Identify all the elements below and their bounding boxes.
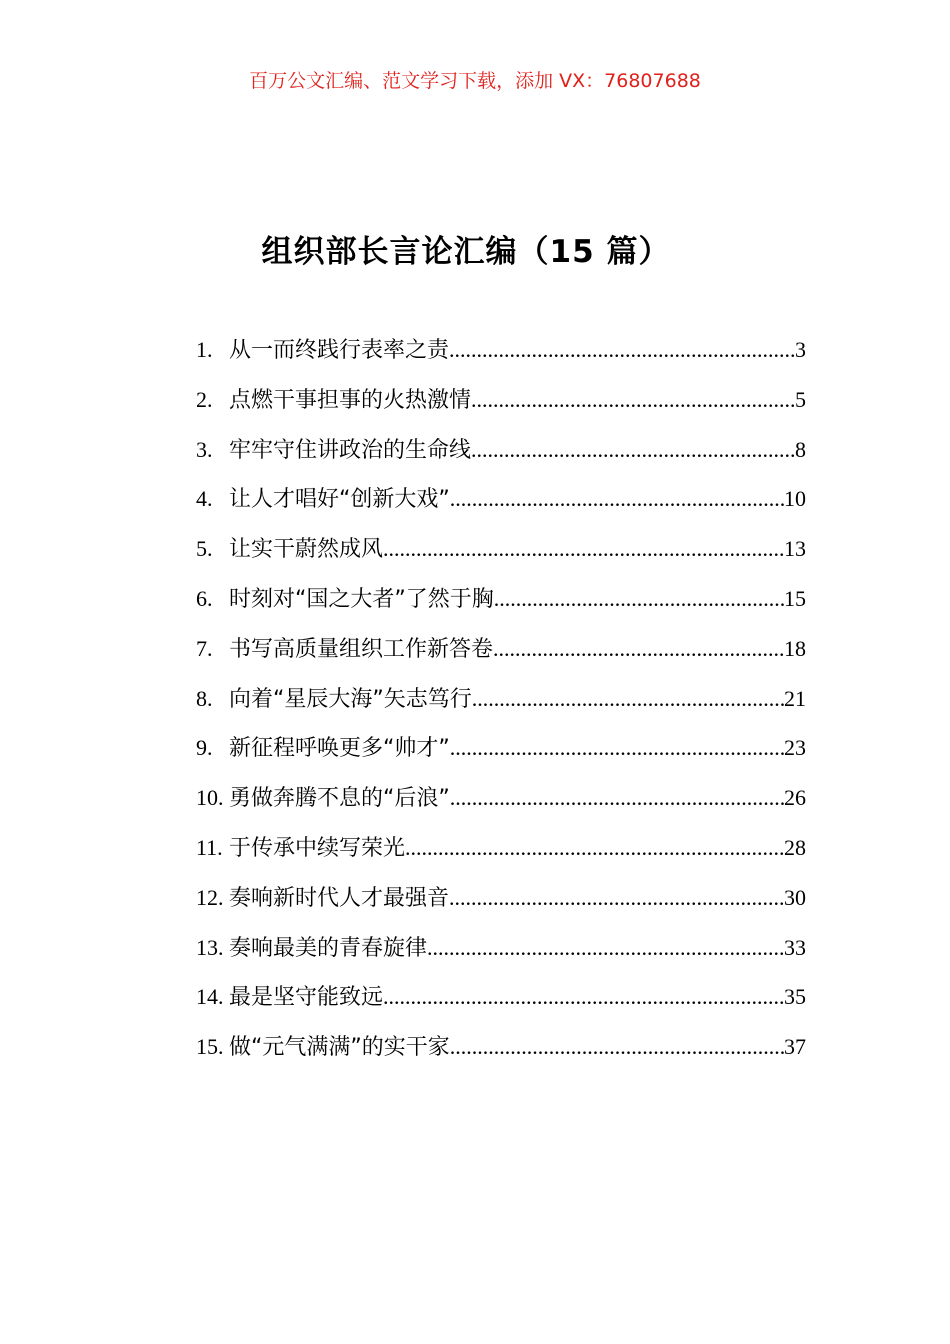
toc-entry[interactable] (196, 831, 806, 881)
toc-entry[interactable] (196, 482, 806, 532)
toc-entry-title: 时刻对“国之大者”了然于胸 (229, 586, 494, 612)
toc-dot-leader (405, 835, 784, 861)
toc-entry-title: 奏响新时代人才最强音 (229, 885, 450, 911)
toc-entry-page-number: 3 (795, 337, 806, 362)
toc-entry-number: 11. (196, 834, 223, 860)
toc-entry-title: 勇做奔腾不息的“后浪” (229, 786, 450, 812)
toc-entry[interactable] (196, 582, 806, 632)
toc-entry-number: 8. (196, 685, 213, 711)
toc-entry-number: 10. (196, 785, 224, 811)
toc-dot-leader (449, 885, 784, 911)
toc-entry-title: 让人才唱好“创新大戏” (229, 487, 450, 513)
toc-entry-number: 13. (196, 934, 224, 960)
toc-entry[interactable] (196, 682, 806, 732)
toc-dot-leader (450, 1034, 784, 1060)
toc-dot-leader (471, 437, 795, 463)
toc-entry-number: 3. (196, 436, 213, 462)
toc-entry-number: 2. (196, 386, 213, 412)
toc-entry[interactable] (196, 881, 806, 931)
document-title: 组织部长言论汇编（15 篇） (261, 234, 671, 270)
toc-entry-page-number: 15 (784, 585, 806, 611)
toc-entry-title: 最是坚守能致远 (229, 985, 384, 1011)
toc-entry[interactable] (196, 333, 806, 383)
toc-entry[interactable] (196, 1030, 806, 1080)
toc-entry-page-number: 26 (784, 785, 806, 811)
toc-entry-title: 牢牢守住讲政治的生命线 (229, 437, 472, 463)
toc-entry-title: 让实干蔚然成风 (229, 537, 384, 563)
toc-entry[interactable] (196, 980, 806, 1030)
toc-entry-number: 6. (196, 585, 213, 611)
toc-entry-page-number: 18 (784, 635, 806, 661)
toc-dot-leader (450, 486, 784, 512)
toc-dot-leader (472, 686, 784, 712)
toc-entry-page-number: 33 (784, 934, 806, 960)
toc-entry[interactable] (196, 383, 806, 433)
toc-entry-title: 于传承中续写荣光 (229, 835, 406, 861)
toc-entry[interactable] (196, 731, 806, 781)
toc-entry-page-number: 37 (784, 1034, 806, 1060)
toc-entry-number: 9. (196, 735, 213, 761)
toc-entry-number: 14. (196, 984, 224, 1010)
toc-entry[interactable] (196, 781, 806, 831)
toc-dot-leader (493, 636, 784, 662)
toc-entry-page-number: 8 (795, 436, 806, 462)
toc-entry-page-number: 35 (784, 984, 806, 1010)
toc-entry-title: 做“元气满满”的实干家 (229, 1035, 450, 1061)
toc-dot-leader (383, 536, 784, 562)
toc-entry-number: 5. (196, 536, 213, 562)
toc-dot-leader (494, 586, 784, 612)
toc-dot-leader (450, 735, 784, 761)
toc-entry-number: 1. (196, 337, 213, 362)
toc-entry-page-number: 10 (784, 486, 806, 512)
toc-entry-page-number: 30 (784, 884, 806, 910)
toc-entry-number: 7. (196, 635, 213, 661)
toc-entry-title: 新征程呼唤更多“帅才” (229, 736, 450, 762)
toc-entry-title: 奏响最美的青春旋律 (229, 935, 428, 961)
toc-entry[interactable] (196, 433, 806, 483)
toc-entry-title: 从一而终践行表率之责 (229, 338, 450, 363)
toc-entry[interactable] (196, 632, 806, 682)
toc-entry-page-number: 23 (784, 735, 806, 761)
toc-entry-number: 4. (196, 486, 213, 512)
toc-entry-title: 点燃干事担事的火热激情 (229, 387, 472, 413)
toc-dot-leader (427, 935, 784, 961)
toc-dot-leader (383, 984, 784, 1010)
toc-dot-leader (450, 785, 784, 811)
toc-entry[interactable] (196, 532, 806, 582)
table-of-contents (196, 333, 806, 1080)
toc-entry-number: 12. (196, 884, 224, 910)
toc-entry-title: 书写高质量组织工作新答卷 (229, 636, 494, 662)
toc-entry-page-number: 21 (784, 685, 806, 711)
toc-entry-page-number: 13 (784, 536, 806, 562)
toc-dot-leader (471, 387, 795, 413)
toc-entry-number: 15. (196, 1034, 224, 1060)
toc-entry[interactable] (196, 931, 806, 981)
toc-entry-page-number: 28 (784, 834, 806, 860)
toc-entry-title: 向着“星辰大海”矢志笃行 (229, 686, 472, 712)
toc-entry-page-number: 5 (795, 386, 806, 412)
header-promo-note: 百万公文汇编、范文学习下载，添加 VX：76807688 (249, 70, 701, 92)
toc-dot-leader (449, 337, 795, 363)
